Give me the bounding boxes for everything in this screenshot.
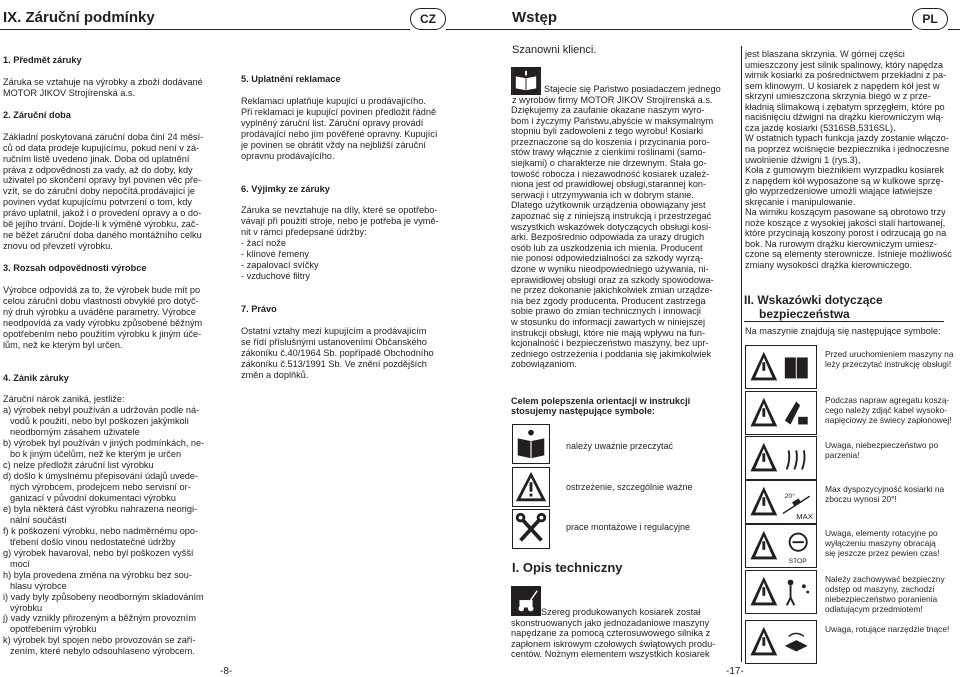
text-line: nální součástí: [10, 514, 67, 525]
text-line: - klínové řemeny: [241, 249, 309, 260]
text-line: nit v rámci předepsané údržby:: [241, 227, 367, 238]
warning-text: [825, 528, 940, 558]
symbol-label-warning: ostrzeżenie, szczególnie ważne: [566, 482, 693, 492]
text-line: je povinen se obrátit vždy na nejbližší záruční: [241, 139, 426, 150]
warning-text: [825, 349, 953, 369]
warning-text: [825, 484, 944, 504]
wrench-icon: [512, 509, 550, 549]
safety-title-rule: [744, 321, 944, 322]
safety-title-line-2: bezpieczeństwa: [759, 307, 850, 321]
text-line: zákoníku č.40/1964 Sb. popřípadě Obchodního: [241, 347, 434, 358]
text-line: parzenia!: [825, 450, 860, 460]
text-line: na poprzez wciśnięcie bezpiecznika i jednoczesne: [745, 143, 950, 154]
text-line: Základní poskytovaná záruční doba činí 24 měsí-: [3, 131, 204, 142]
text-line: ne běžet záruční doba daného montážního celku: [3, 230, 202, 241]
text-line: c) nelze předložit záruční list výrobku: [3, 460, 154, 471]
safety-title-line-1: II. Wskazówki dotyczące: [744, 293, 883, 307]
text-line: osób lub za uszkodzenia ich mienia. Producent: [511, 242, 703, 253]
page-title-pl: Wstęp: [512, 9, 557, 26]
symbols-heading-1: Celem polepszenia orientacji w instrukcji: [511, 396, 691, 406]
text-line: odstęp od maszyny, zachodzi: [825, 584, 935, 594]
flying-objects-icon: [745, 570, 817, 614]
text-line: instrukcji obsługi, które nie mają wpływu na fun-: [511, 327, 706, 338]
text-line: zmiany wysokości drążka kierowniczego.: [745, 260, 912, 270]
text-line: hlasu výrobce: [10, 580, 67, 591]
text-line: Podczas napraw agregatu koszą-: [825, 395, 950, 405]
text-line: vávají při použití stroje, nebo je potřeba je vymě-: [241, 216, 439, 227]
spark-plug-icon: [745, 391, 817, 435]
text-line: bom i życzymy Państwu,abyście w maksymalnym: [511, 115, 714, 126]
warning-symbol: [745, 391, 960, 435]
text-line: zedniego ostrzeżenia i poddania się jakimkolwiek: [511, 348, 712, 359]
text-line: uwolnienie dźwigni 1 (rys.3),: [745, 154, 861, 165]
text-line: wirnik kosiarki za pośrednictwem przekładni z pa-: [745, 70, 947, 81]
text-line: zboczu wynosi 20°!: [825, 494, 897, 504]
text-line: stopniu byli zadowoleni z tego wyrobu! Kosiarki: [511, 126, 704, 137]
warning-symbol: [745, 480, 960, 524]
page-number-left: -8-: [220, 666, 233, 677]
text-line: umieszczony jest silnik spalinowy, który napędza: [745, 59, 943, 70]
text-line: niebezpieczeństwo poranienia: [825, 594, 938, 604]
header-rule: [446, 29, 480, 30]
text-line: - zapalovací svíčky: [241, 260, 319, 271]
text-line: w stosunku do informacji zawartych w niniejszej: [511, 317, 706, 327]
text-line: napędzane za pomocą czterosuwowego silnika z: [511, 628, 711, 639]
text-line: j) vady vznikly přirozeným a běžným provozním: [3, 613, 197, 624]
text-line: sem klinowym. U kosiarek z napędem kół jest w: [745, 80, 940, 91]
symbol-label-assembly: prace montażowe i regulacyjne: [566, 522, 691, 532]
text-line: Na wirniku koszącym pasowane są obrotowo trzy: [745, 207, 946, 218]
text-line: serwacji i utrzymywania ich w dobrym stanie.: [511, 189, 694, 200]
text-line: jest blaszana skrzynia. W górnej części: [745, 49, 905, 59]
text-line: výrobku: [10, 602, 43, 613]
rotating-parts-icon: [745, 524, 817, 568]
lang-badge-pl: PL: [912, 8, 948, 30]
text-line: k) výrobek byl spojen nebo provozován se zaří-: [3, 635, 196, 646]
text-line: g) výrobek havaroval, nebo byl poškozen vyšší: [3, 547, 194, 558]
text-line: f) k poškození výrobku, nebo nadměrnému opo-: [3, 525, 199, 536]
text-line: dzone w wyniku nieodpowiedniego używania, ni-: [511, 264, 709, 274]
text-line: 7. Právo: [241, 303, 277, 314]
text-line: ručním listě uvedeno jinak. Doba od uplatnění: [3, 153, 190, 164]
text-line: Uwaga, rotujące narzędzie tnące!: [825, 624, 950, 634]
book-icon: [511, 67, 541, 95]
text-line: Dziękujemy za zaufanie okazane naszym wyro-: [511, 105, 705, 115]
text-line: gło wyprzedzeniowe umożli wiające łatwiejsze: [745, 186, 933, 197]
text-line: skręcanie i manipulowanie.: [745, 196, 856, 207]
svg-text:20°: 20°: [784, 493, 795, 501]
text-line: třebení došlo vinou nedostatečné údržby: [10, 536, 176, 547]
svg-text:STOP: STOP: [788, 558, 807, 566]
text-line: nie ponosi odpowiedzialności za szkody wyrzą-: [511, 253, 704, 264]
text-line: opotřebením nebo použitím výrobku k jiným úče-: [3, 328, 202, 339]
text-line: bo k jiným účelům, než ke kterým je určen: [10, 449, 182, 460]
text-line: h) byla provedena změna na výrobku bez sou-: [3, 569, 192, 580]
text-line: Záruka se vztahuje na výrobky a zboží dodávané: [3, 76, 203, 87]
text-line: - vzduchové filtry: [241, 271, 310, 282]
text-line: d) došlo k úmyslnému přepisování údajů uvede-: [3, 471, 199, 482]
hot-surface-icon: [745, 436, 817, 480]
text-line: celou záruční dobu vlastnosti obvyklé pro dotyč-: [3, 295, 199, 306]
text-line: práva z odpovědnosti za vady, až do doby, kdy: [3, 164, 193, 175]
text-line: Reklamaci uplatňuje kupující u prodávajícího.: [241, 95, 426, 106]
text-line: cza jazdę kosiarki (5316SB,5316SL).: [745, 122, 896, 133]
text-line: zapłonem iskrowym czołowych świątowych produ-: [511, 638, 716, 649]
text-line: ců od data prodeje kupujícímu, pokud není v zá-: [3, 142, 200, 153]
section-title-safety: [744, 293, 883, 321]
text-line: Záruka se nevztahuje na díly, které se opotřebo-: [241, 205, 438, 216]
text-line: nia bez zgody producenta. Producent zastrzega: [511, 295, 706, 306]
warning-text: [825, 574, 945, 614]
text-line: Max dyspozycyjność kosiarki na: [825, 484, 945, 494]
header-rule: [480, 29, 912, 30]
text-line: Koła z gumowym bieżnikiem wyrzpadku kosiarek: [745, 165, 945, 176]
text-line: a) výrobek nebyl používán a udržován podle ná-: [3, 405, 200, 416]
warning-symbol: [745, 524, 960, 568]
text-line: sobie prawo do zmian technicznych i innowacji: [511, 306, 701, 317]
greeting-heading: Szanowni klienci.: [512, 44, 597, 56]
text-line: vzít, se do záruční doby nepočítá.prodávající je: [3, 186, 196, 197]
text-line: wszystkich wskazówek dotyczących obsługi kosi-: [511, 221, 712, 232]
text-line: stów trawy włącznie z cienkimi roślinami (samo-: [511, 147, 706, 158]
text-line: towość robocza i niezawodność kosiarek uzależ-: [511, 168, 710, 179]
text-line: MOTOR JIKOV Strojírenská a.s.: [3, 87, 136, 98]
text-line: - žací nože: [241, 238, 286, 249]
text-line: ne przez dokonanie jakichkolwiek zmian urządze-: [511, 285, 713, 296]
text-line: leży przeczytać instrukcję obsługi!: [825, 359, 952, 369]
warning-symbol: [745, 620, 960, 664]
text-line: bok. Na rurowym drążku kierowniczym umiesz-: [745, 238, 937, 249]
header-rule: [0, 29, 410, 30]
column-divider: [741, 46, 742, 662]
warning-text: [825, 440, 938, 460]
text-line: napięciowy ze świecy zapłonowej!: [825, 415, 952, 425]
text-line: mocí: [10, 558, 30, 569]
text-line: które przycinają koszony porost i odrzucają go na: [745, 228, 947, 239]
text-line: uživatel po skončení opravy byl povinen věc pře-: [3, 175, 202, 186]
text-line: z napędem kół wyposażone są w kulkowe sprzę-: [745, 175, 944, 186]
text-line: neodborným zásahem uživatele: [10, 427, 140, 438]
text-line: zapoznać się z niniejszą instrukcją i przestrzegać: [511, 211, 712, 221]
section-title-technical: I. Opis techniczny: [512, 560, 623, 575]
page-number-right: -17-: [726, 666, 744, 677]
text-line: znovu od převzetí výrobku.: [3, 241, 113, 252]
warning-symbol: [745, 570, 960, 614]
text-line: Uwaga, elementy rotacyjne po: [825, 528, 938, 538]
safety-subtitle: Na maszynie znajdują się następujące symbole:: [745, 326, 941, 336]
text-line: zákoníku č.513/1991 Sb. Ve znění pozdějších: [241, 358, 427, 369]
text-line: kcjonalność i bezpieczeństwo maszyny, bez upr-: [511, 338, 709, 349]
text-line: przeznaczone są do koszenia i przycinania poro-: [511, 136, 710, 147]
header-rule: [948, 29, 960, 30]
text-line: Ostatní vztahy mezi kupujícím a prodávajícím: [241, 325, 427, 336]
mower-icon: [511, 586, 541, 616]
text-line: Při reklamaci je kupující povinen předložit řádně: [241, 106, 437, 117]
text-line: lům, než ke kterým byl určen.: [3, 339, 123, 350]
read-manual-icon: [745, 345, 817, 389]
text-line: skrzyni umieszczona skrzynia biegó w z prze-: [745, 91, 931, 102]
text-line: se řídí příslušnými ustanoveními Občanského: [241, 336, 427, 347]
text-line: cego należy zdjąć kabel wysoko-: [825, 405, 947, 415]
text-line: 1. Předmět záruky: [3, 55, 82, 65]
symbol-label-read: należy uważnie przeczytać: [566, 441, 674, 451]
text-line: Záruční nárok zaniká, jestliže:: [3, 394, 125, 405]
text-line: Szereg produkowanych kosiarek został: [541, 607, 701, 617]
warning-symbol: [745, 345, 960, 389]
lang-badge-cz: CZ: [410, 8, 446, 30]
text-line: Dlatego użytkownik urządzenia obowiązany jest: [511, 200, 706, 211]
warning-icon: [512, 467, 550, 507]
text-line: opotřebením výrobku: [10, 624, 97, 635]
text-line: Należy zachowywać bezpieczny: [825, 574, 945, 584]
text-line: bě jejího trvání. Dojde-li k výměně výrobku, zač-: [3, 219, 199, 230]
text-line: wyłączeniu maszyny obracają: [825, 538, 936, 548]
text-line: eprawidłowej obsługi oraz za szkody spowodowa-: [511, 274, 714, 285]
text-line: centów. Nożnym elementem wszystkich kosiarek: [511, 649, 710, 660]
text-line: odlatującym przedmiotem!: [825, 604, 923, 614]
text-line: z wyrobów firmy MOTOR JIKOV Strojírenská a.s.: [512, 94, 713, 105]
text-line: ný druh výrobku a uváděné parametry. Výrobce: [3, 306, 196, 317]
text-line: czone są elementy sterownicze. Istnieje możliwość: [745, 249, 952, 260]
text-line: ných výrobcem, prodejcem nebo servisní or-: [10, 482, 191, 493]
text-line: zobowiązaniom.: [511, 359, 577, 370]
text-line: noże koszące z wysokiej jakości stali hartowanej,: [745, 217, 946, 228]
book-icon: [512, 424, 550, 464]
text-line: Uwaga, niebezpieczeństwo po: [825, 440, 939, 450]
text-line: 4. Zánik záruky: [3, 372, 69, 383]
text-line: skonstruowanych jako jednozadaniowe maszyny: [511, 617, 710, 628]
text-line: opravnu prodávajícího.: [241, 150, 335, 161]
text-line: povinen vydat kupujícímu potvrzení o tom, kdy: [3, 197, 192, 208]
text-line: i) vady byly způsobeny neodborným skladováním: [3, 591, 204, 602]
text-line: Stajecie się Państwo posiadaczem jednego: [544, 84, 721, 94]
warning-text: [825, 624, 949, 634]
text-line: Výrobce odpovídá za to, že výrobek bude mít po: [3, 284, 201, 295]
symbols-heading-2: stosujemy następujące symbole:: [511, 406, 655, 416]
warning-symbol: [745, 436, 960, 480]
text-line: kładnią ślimakową i zębatym sprzęgłem, które po: [745, 101, 945, 112]
text-line: změn a doplňků.: [241, 369, 309, 380]
rotating-blade-icon: [745, 620, 817, 664]
text-line: 5. Uplatnění reklamace: [241, 74, 341, 84]
text-line: arki. Bezpośrednio odpowiada za urazy drugich: [511, 232, 705, 243]
text-line: ganizací v původní dokumentaci výrobku: [10, 493, 176, 503]
text-line: 6. Výjimky ze záruky: [241, 183, 330, 194]
text-line: W ostatnich typach funkcja jazdy zostanie włączo-: [745, 133, 949, 144]
text-line: Przed uruchomieniem maszyny na: [825, 349, 954, 359]
text-line: siejkami) o charakterze nie drzewnym. Stała go-: [511, 158, 707, 168]
text-line: 3. Rozsah odpovědnosti výrobce: [3, 263, 147, 274]
warning-text: [825, 395, 952, 425]
slope-icon: [745, 480, 817, 524]
text-line: 2. Záruční doba: [3, 109, 71, 120]
text-line: e) byla některá část výrobku nahrazena neorigi-: [3, 503, 198, 514]
page-title-cz: IX. Záruční podmínky: [3, 9, 155, 26]
text-line: vodů k použití, nebo byl poškozen jakýmkoli: [10, 416, 189, 427]
text-line: niona jest od prawidłowej obsługi,starannej kon-: [511, 179, 707, 190]
text-line: zením, které nebylo odsouhlaseno výrobcem.: [10, 646, 195, 657]
text-line: naciśnięciu dźwigni na drążku kierowniczym włą-: [745, 112, 944, 123]
text-line: vyplněný záruční list. Záruční opravy provádí: [241, 117, 424, 128]
text-line: prodávající nebo jím pověřené opravny. Kupující: [241, 128, 438, 139]
text-line: právo uplatnil, jakož i o provedení opravy a o do-: [3, 208, 202, 219]
text-line: b) výrobek byl používán v jiných podmínkách, ne-: [3, 438, 205, 449]
svg-text:MAX: MAX: [796, 512, 813, 522]
text-line: się jeszcze przez pewien czas!: [825, 548, 940, 558]
text-line: neodpovídá za vady výrobku způsobené běžným: [3, 317, 203, 328]
